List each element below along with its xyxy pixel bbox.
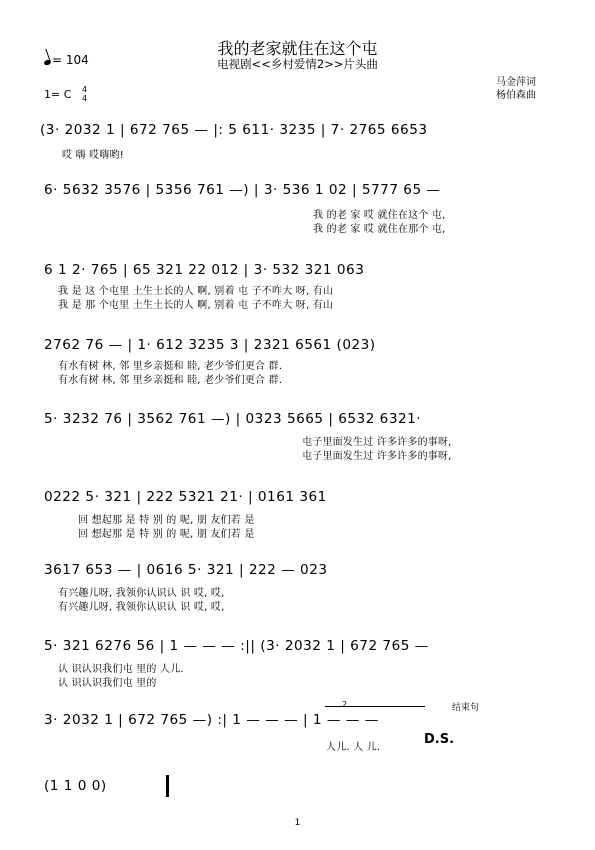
lyric-line: 我 的老 家 哎 就住在这个 屯, <box>313 210 446 221</box>
lyric-line: 有水有树 林, 邻 里乡亲挺和 睦, 老少爷们更合 群. <box>58 375 283 386</box>
score-row-5 <box>0 411 595 483</box>
tempo-marking <box>44 53 89 67</box>
lyric-line: 屯子里面发生过 许多许多的事呀, <box>302 451 452 462</box>
score-row-4 <box>0 337 595 409</box>
notation-line: 2762 76 — | 1· 612 3235 3 | 2321 6561 (023) <box>44 337 376 353</box>
score-row-6 <box>0 489 595 561</box>
lyric-line: 我 的老 家 哎 就住在那个 屯, <box>313 224 446 235</box>
lyric-line: 哎 嗨 哎嗨哟! <box>62 150 124 161</box>
time-signature <box>82 85 87 103</box>
score-row-9 <box>0 700 595 784</box>
lyric-line: 人儿. 人 儿. <box>326 742 381 753</box>
meter-bottom: 4 <box>82 94 88 103</box>
lyricist: 马金萍词 <box>496 77 536 88</box>
notation-line: 5· 3232 76 | 3562 761 —) | 0323 5665 | 6532 6321· <box>44 411 422 427</box>
quarter-note-icon <box>43 59 51 66</box>
song-title: 我的老家就住在这个屯 <box>217 39 378 58</box>
lyric-line: 我 是 那 个屯里 土生土长的人 啊, 别着 屯 子不咋大 呀, 有山 <box>58 300 334 311</box>
song-subtitle: 电视剧<<乡村爱情2>>片头曲 <box>217 57 378 71</box>
notation-line: 6 1 2· 765 | 65 321 22 012 | 3· 532 321 063 <box>44 262 365 278</box>
final-barline <box>166 775 169 797</box>
notation-line: 0222 5· 321 | 222 5321 21· | 0161 361 <box>44 489 327 505</box>
score-row-7 <box>0 562 595 634</box>
notation-line: 3· 2032 1 | 672 765 —) :| 1 — — — | 1 — — — <box>44 712 379 728</box>
key-signature: 1= C <box>44 88 72 101</box>
volta-bracket-line <box>325 706 425 707</box>
volta-bracket-label: 2. <box>342 700 350 709</box>
score-row-10 <box>0 778 595 850</box>
notation-line: (1 1 0 0) <box>44 778 107 794</box>
lyric-line: 认 识认识我们屯 里的 <box>58 678 157 689</box>
lyric-line: 认 识认识我们屯 里的 人儿. <box>58 664 184 675</box>
lyric-line: 屯子里面发生过 许多许多的事呀, <box>302 437 452 448</box>
lyric-line: 有兴趣儿呀, 我领你认识认 识 哎, 哎, <box>58 602 225 613</box>
lyric-line: 回 想起那 是 特 别 的 呢, 朋 友们若 是 <box>78 529 255 540</box>
lyric-line: 回 想起那 是 特 别 的 呢, 朋 友们若 是 <box>78 515 255 526</box>
notation-line: 3617 653 — | 0616 5· 321 | 222 — 023 <box>44 562 328 578</box>
score-row-2 <box>0 182 595 254</box>
page-number: 1 <box>294 818 301 828</box>
notation-line: 6· 5632 3576 | 5356 761 —) | 3· 536 1 02 | 5777 65 — <box>44 182 441 198</box>
notation-line: 5· 321 6276 56 | 1 — — — :|| (3· 2032 1 | 672 765 — <box>44 638 429 654</box>
lyric-line: 我 是 这 个屯里 土生土长的人 啊, 别着 屯 子不咋大 呀, 有山 <box>58 286 334 297</box>
score-row-8 <box>0 638 595 710</box>
composer: 杨伯森曲 <box>496 90 536 101</box>
meter-top: 4 <box>82 85 88 94</box>
lyric-line: 有兴趣儿呀, 我领你认识认 识 哎, 哎, <box>58 588 225 599</box>
tempo-value: = 104 <box>52 53 89 67</box>
score-row-3 <box>0 262 595 334</box>
dal-segno-mark: D.S. <box>424 732 455 747</box>
credits <box>496 76 536 102</box>
coda-label: 结束句 <box>452 703 480 713</box>
lyric-line: 有水有树 林, 邻 里乡亲挺和 睦, 老少爷们更合 群. <box>58 361 283 372</box>
notation-line: (3· 2032 1 | 672 765 — |: 5 611· 3235 | 7· 2765 6653 <box>40 122 428 138</box>
